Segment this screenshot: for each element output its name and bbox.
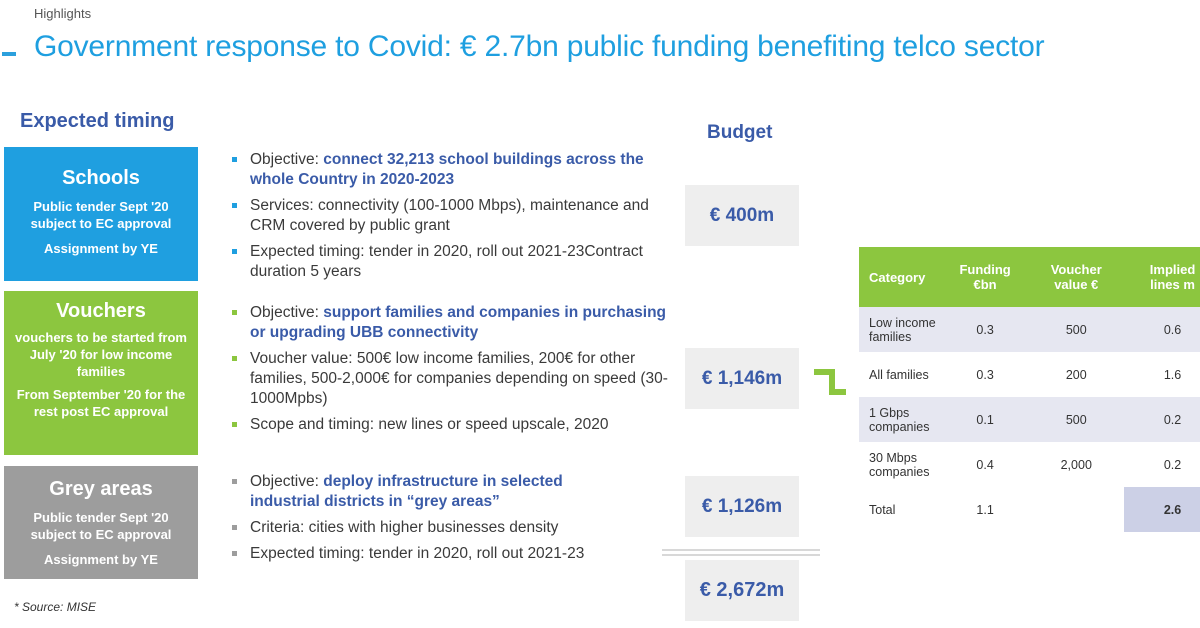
bullet-text: Objective: [250,304,324,321]
table-cell: 0.1 [941,397,1028,442]
bullet-highlight: connect 32,213 school buildings across the whole Country in 2020-2023 [250,151,644,188]
table-row [859,397,1200,442]
grey-areas-timing-line-2: Assignment by YE [44,552,158,567]
total-budget: € 2,672m [685,560,799,621]
vouchers-timing-box [4,291,198,455]
vouchers-timing-line-1: vouchers to be started from July '20 for low income families [15,330,187,379]
bullet-item [230,518,630,538]
vouchers-timing-line-2: From September '20 for the rest post EC approval [16,387,186,419]
bullet-item [230,242,650,282]
bullet-item [230,196,650,236]
table-cell: 1.1 [976,502,994,517]
grey-areas-bullets [230,472,630,570]
title-accent-bar [2,52,16,56]
bullet-text: Objective: [250,151,324,168]
bullet-square-icon [232,249,237,254]
bullet-text: Scope and timing: new lines or speed upscale, 2020 [250,416,609,433]
vouchers-box-title: Vouchers [56,300,146,322]
page-title: Government response to Covid: € 2.7bn public funding benefiting telco sector [34,30,1045,63]
grey-areas-timing-line-1: Public tender Sept '20 subject to EC approval [30,510,172,542]
bullet-item [230,415,670,435]
col-header-voucher-value: Voucher value € [1029,247,1124,307]
table-row [859,352,1200,397]
bullet-item [230,544,630,564]
bullet-square-icon [232,525,237,530]
schools-box-title: Schools [62,167,140,189]
schools-budget: € 400m [685,185,799,246]
table-row [859,307,1200,352]
bullet-text: Expected timing: tender in 2020, roll out 2021-23 [250,545,585,562]
table-cell: 1.6 [1163,367,1182,382]
bullet-item [230,303,670,343]
table-cell: Low income families [859,307,941,352]
vouchers-budget: € 1,146m [685,348,799,409]
voucher-table [859,247,1200,532]
schools-timing-line-1: Public tender Sept '20 subject to EC approval [30,199,172,231]
bullet-square-icon [232,479,237,484]
total-divider-top [662,549,820,551]
table-cell: 0.6 [1124,307,1200,352]
table-cell: 200 [1065,367,1087,382]
table-total-row [859,487,1200,532]
bullet-text: Expected timing: tender in 2020, roll out 2021-23Contract duration 5 years [250,243,643,280]
table-cell [1029,487,1124,532]
timing-heading: Expected timing [20,110,175,132]
bullet-item [230,150,650,190]
table-cell: 0.3 [976,367,994,382]
table-row [859,442,1200,487]
bullet-square-icon [232,551,237,556]
table-cell: 0.4 [976,457,994,472]
bullet-square-icon [232,356,237,361]
vouchers-bullets [230,303,670,441]
table-total-highlight: 2.6 [1124,487,1200,532]
schools-timing-line-2: Assignment by YE [44,241,158,256]
schools-bullets [230,150,650,288]
grey-areas-budget: € 1,126m [685,476,799,537]
col-header-funding: Funding €bn [941,247,1028,307]
schools-timing-box [4,147,198,281]
bullet-square-icon [232,157,237,162]
bullet-text: Services: connectivity (100-1000 Mbps), maintenance and CRM covered by public grant [250,197,649,234]
grey-areas-box-title: Grey areas [49,478,153,500]
table-cell: 0.2 [1124,397,1200,442]
col-header-category: Category [859,247,941,307]
table-cell: 500 [1029,307,1124,352]
bullet-item [230,349,670,409]
grey-areas-timing-box [4,466,198,579]
budget-heading: Budget [707,122,773,143]
bullet-item [230,472,630,512]
table-cell: 500 [1029,397,1124,442]
section-label: Highlights [34,6,92,21]
table-cell: 0.3 [941,307,1028,352]
bullet-square-icon [232,203,237,208]
total-divider-bottom [662,554,820,556]
bullet-square-icon [232,310,237,315]
source-note: * Source: MISE [14,600,97,614]
table-cell: 2,000 [1060,457,1092,472]
bullet-square-icon [232,422,237,427]
table-cell: 0.2 [1163,457,1182,472]
table-cell: 30 Mbps companies [869,450,930,479]
table-header-row [859,247,1200,307]
bullet-text: Voucher value: 500€ low income families, 200€ for other families, 500-2,000€ for companies depending on speed (30-1000Mpbs) [250,350,668,407]
connector-step-icon [812,368,848,398]
table-cell: 1 Gbps companies [859,397,941,442]
table-cell: All families [869,367,929,382]
bullet-highlight: deploy infrastructure in selected industrial districts in “grey areas” [250,473,563,510]
bullet-text: Criteria: cities with higher businesses density [250,519,559,536]
bullet-text: Objective: [250,473,324,490]
col-header-implied-lines: Implied lines m [1124,247,1200,307]
table-cell: Total [869,502,896,517]
bullet-highlight: support families and companies in purchasing or upgrading UBB connectivity [250,304,667,341]
